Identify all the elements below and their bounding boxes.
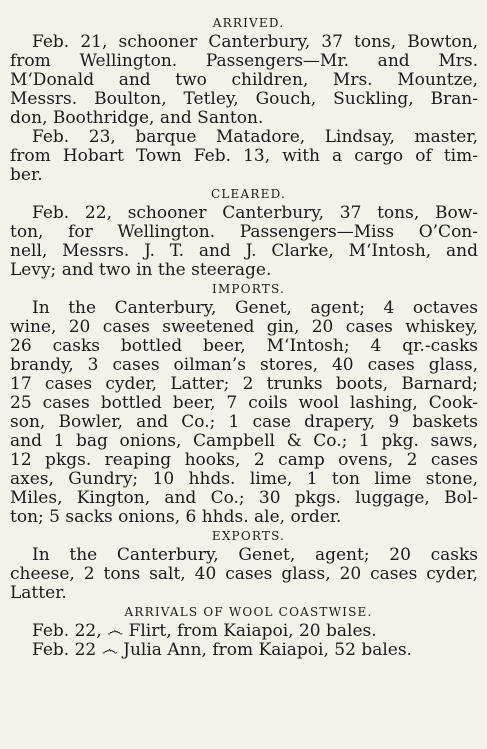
- text-line: axes, Gundry; 10 hhds. lime, 1 ton lime stone,: [10, 469, 478, 489]
- paragraph: [10, 641, 487, 660]
- text-line: wine, 20 cases sweetened gin, 20 cases whiskey,: [10, 317, 478, 337]
- paragraph: [10, 204, 487, 280]
- text-line: ber.: [10, 165, 43, 185]
- text-line: Feb. 22 ෴ Julia Ann, from Kaiapoi, 52 bales.: [32, 640, 412, 660]
- section-heading: EXPORTS.: [211, 529, 286, 543]
- text-line: 26 casks bottled beer, M‘Intosh; 4 qr.-casks: [10, 336, 478, 356]
- text-line: Latter.: [10, 583, 67, 603]
- text-line: Feb. 22, schooner Canterbury, 37 tons, Bow-: [32, 203, 478, 223]
- text-line: Miles, Kington, and Co.; 30 pkgs. luggage, Bol-: [10, 488, 478, 508]
- text-line: Feb. 22, ෴ Flirt, from Kaiapoi, 20 bales.: [32, 621, 377, 641]
- text-line: 17 cases cyder, Latter; 2 trunks boots, Barnard;: [10, 374, 478, 394]
- section-heading: CLEARED.: [211, 187, 286, 201]
- text-line: from Wellington. Passengers—Mr. and Mrs.: [10, 51, 478, 71]
- paragraph: [10, 33, 487, 128]
- text-line: 25 cases bottled beer, 7 coils wool lashing, Cook-: [10, 393, 478, 413]
- text-line: nell, Messrs. J. T. and J. Clarke, M‘Intosh, and: [10, 241, 478, 261]
- text-line: M‘Donald and two children, Mrs. Mountze,: [10, 70, 478, 90]
- text-line: Levy; and two in the steerage.: [10, 260, 272, 280]
- text-line: Feb. 23, barque Matadore, Lindsay, master,: [32, 127, 478, 147]
- section-heading: ARRIVED.: [212, 16, 285, 30]
- text-line: don, Boothridge, and Santon.: [10, 108, 264, 128]
- section-heading: ARRIVALS OF WOOL COASTWISE.: [124, 605, 373, 619]
- text-line: ton, for Wellington. Passengers—Miss O’Con-: [10, 222, 478, 242]
- text-line: Messrs. Boulton, Tetley, Gouch, Suckling, Bran-: [10, 89, 478, 109]
- text-line: ton; 5 sacks onions, 6 hhds. ale, order.: [10, 507, 342, 527]
- text-line: 12 pkgs. reaping hooks, 2 camp ovens, 2 cases: [10, 450, 478, 470]
- paragraph: [10, 622, 487, 641]
- paragraph: [10, 128, 487, 185]
- text-line: cheese, 2 tons salt, 40 cases glass, 20 cases cyder,: [10, 564, 478, 584]
- section-heading: IMPORTS.: [212, 282, 285, 296]
- text-line: In the Canterbury, Genet, agent; 20 casks: [32, 545, 478, 565]
- text-line: from Hobart Town Feb. 13, with a cargo of tim-: [10, 146, 478, 166]
- text-line: and 1 bag onions, Campbell & Co.; 1 pkg. saws,: [10, 431, 478, 451]
- text-line: Feb. 21, schooner Canterbury, 37 tons, Bowton,: [32, 32, 478, 52]
- text-line: In the Canterbury, Genet, agent; 4 octaves: [32, 298, 478, 318]
- paragraph: [10, 299, 487, 527]
- paragraph: [10, 546, 487, 603]
- text-line: brandy, 3 cases oilman’s stores, 40 cases glass,: [10, 355, 478, 375]
- text-line: son, Bowler, and Co.; 1 case drapery, 9 baskets: [10, 412, 478, 432]
